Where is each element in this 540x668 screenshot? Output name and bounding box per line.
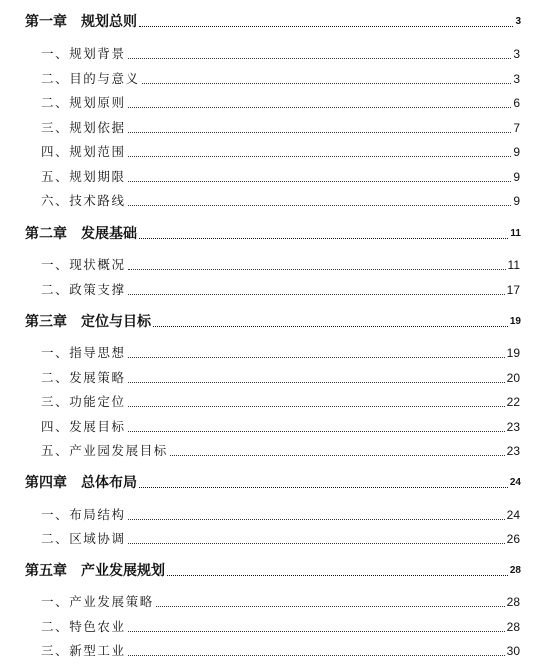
dot-leader	[153, 326, 508, 327]
dot-leader	[128, 382, 505, 383]
toc-section[interactable]	[0, 415, 540, 435]
section-title: 产业园发展目标	[69, 443, 168, 458]
toc-section[interactable]	[0, 278, 540, 298]
section-label	[41, 144, 126, 160]
toc-chapter-5[interactable]	[0, 559, 540, 579]
page-number: 19	[506, 346, 520, 360]
section-number: 四、	[41, 419, 70, 434]
dot-leader	[167, 575, 508, 576]
section-title: 指导思想	[69, 345, 126, 360]
toc-section[interactable]	[0, 116, 540, 136]
page-number: 7	[513, 121, 520, 135]
chapter-label	[25, 563, 165, 579]
section-number: 一、	[41, 594, 70, 609]
chapter-title: 总体布局	[81, 475, 137, 491]
dot-leader	[128, 205, 512, 206]
toc-section[interactable]	[0, 253, 540, 273]
section-number: 二、	[41, 531, 70, 546]
dot-leader	[128, 655, 505, 656]
section-number: 一、	[41, 257, 70, 272]
chapter-label	[25, 14, 137, 30]
chapter-number: 第四章	[25, 475, 67, 491]
toc-chapter-2[interactable]	[0, 222, 540, 242]
dot-leader	[156, 606, 505, 607]
section-label	[41, 394, 126, 410]
chapter-title: 产业发展规划	[81, 563, 165, 579]
section-title: 发展目标	[69, 419, 126, 434]
dot-leader	[139, 238, 508, 239]
page-number: 11	[507, 258, 520, 272]
section-number: 二、	[41, 71, 70, 86]
section-number: 三、	[41, 643, 70, 658]
section-number: 三、	[41, 120, 70, 135]
page-number: 17	[506, 283, 520, 297]
section-title: 政策支撑	[69, 282, 126, 297]
dot-leader	[128, 543, 505, 544]
section-label	[41, 46, 126, 62]
toc-section[interactable]	[0, 615, 540, 635]
page-number: 28	[506, 620, 520, 634]
section-label	[41, 95, 126, 111]
section-title: 目的与意义	[69, 71, 140, 86]
section-title: 特色农业	[69, 619, 126, 634]
section-label	[41, 419, 126, 435]
section-number: 三、	[41, 394, 70, 409]
page-number: 3	[515, 16, 521, 27]
section-title: 规划依据	[69, 120, 126, 135]
dot-leader	[128, 107, 512, 108]
section-title: 规划范围	[69, 144, 126, 159]
page-number: 3	[513, 47, 520, 61]
dot-leader	[128, 431, 505, 432]
section-number: 六、	[41, 193, 70, 208]
chapter-title: 定位与目标	[81, 314, 151, 330]
toc-section[interactable]	[0, 189, 540, 209]
section-label	[41, 594, 154, 610]
section-label	[41, 443, 168, 459]
toc-chapter-4[interactable]	[0, 471, 540, 491]
page-number: 11	[510, 228, 521, 239]
dot-leader	[142, 83, 512, 84]
dot-leader	[128, 519, 505, 520]
page-number: 3	[513, 72, 520, 86]
section-label	[41, 643, 126, 659]
dot-leader	[139, 26, 513, 27]
toc-section[interactable]	[0, 140, 540, 160]
section-title: 布局结构	[69, 507, 126, 522]
section-label	[41, 531, 126, 547]
chapter-label	[25, 475, 137, 491]
toc-section[interactable]	[0, 527, 540, 547]
dot-leader	[170, 455, 505, 456]
dot-leader	[128, 357, 505, 358]
page-number: 23	[506, 444, 520, 458]
section-title: 规划背景	[69, 46, 126, 61]
page-number: 19	[509, 316, 521, 327]
section-title: 发展策略	[69, 370, 126, 385]
dot-leader	[128, 181, 512, 182]
toc-section[interactable]	[0, 503, 540, 523]
section-number: 一、	[41, 507, 70, 522]
toc-section[interactable]	[0, 390, 540, 410]
toc-section[interactable]	[0, 341, 540, 361]
section-label	[41, 370, 126, 386]
page-number: 28	[509, 565, 521, 576]
page-number: 23	[506, 420, 520, 434]
chapter-label	[25, 226, 137, 242]
section-number: 四、	[41, 144, 70, 159]
toc-section[interactable]	[0, 439, 540, 459]
toc-chapter-1[interactable]	[0, 10, 540, 30]
section-number: 二、	[41, 370, 70, 385]
section-label	[41, 619, 126, 635]
toc-section[interactable]	[0, 91, 540, 111]
toc-section[interactable]	[0, 590, 540, 610]
toc-chapter-3[interactable]	[0, 310, 540, 330]
section-label	[41, 507, 126, 523]
chapter-number: 第三章	[25, 314, 67, 330]
section-title: 产业发展策略	[69, 594, 154, 609]
section-label	[41, 120, 126, 136]
page-number: 24	[509, 477, 521, 488]
toc-section[interactable]	[0, 165, 540, 185]
page-number: 9	[513, 194, 520, 208]
page-number: 24	[506, 508, 520, 522]
toc-section[interactable]	[0, 67, 540, 87]
section-number: 五、	[41, 443, 70, 458]
page-number: 28	[506, 595, 520, 609]
page-number: 6	[513, 96, 520, 110]
section-title: 规划期限	[69, 169, 126, 184]
page-number: 9	[513, 170, 520, 184]
section-label	[41, 193, 126, 209]
section-title: 新型工业	[69, 643, 126, 658]
page-number: 22	[506, 395, 520, 409]
section-number: 二、	[41, 619, 70, 634]
section-title: 现状概况	[69, 257, 126, 272]
section-title: 规划原则	[69, 95, 126, 110]
chapter-title: 规划总则	[81, 14, 137, 30]
dot-leader	[128, 58, 512, 59]
toc-section[interactable]	[0, 42, 540, 62]
dot-leader	[128, 156, 512, 157]
section-label	[41, 71, 140, 87]
section-number: 一、	[41, 345, 70, 360]
dot-leader	[139, 487, 508, 488]
section-number: 一、	[41, 46, 70, 61]
chapter-number: 第五章	[25, 563, 67, 579]
toc-section[interactable]	[0, 366, 540, 386]
page-number: 9	[513, 145, 520, 159]
section-title: 技术路线	[69, 193, 126, 208]
chapter-title: 发展基础	[81, 226, 137, 242]
dot-leader	[128, 406, 505, 407]
page-number: 20	[506, 371, 520, 385]
section-label	[41, 282, 126, 298]
dot-leader	[128, 294, 505, 295]
section-label	[41, 169, 126, 185]
dot-leader	[128, 631, 505, 632]
section-label	[41, 257, 126, 273]
toc-section[interactable]	[0, 639, 540, 659]
section-title: 功能定位	[69, 394, 126, 409]
section-label	[41, 345, 126, 361]
section-number: 二、	[41, 282, 70, 297]
page-number: 26	[506, 532, 520, 546]
dot-leader	[128, 269, 506, 270]
chapter-label	[25, 314, 151, 330]
section-number: 五、	[41, 169, 70, 184]
chapter-number: 第一章	[25, 14, 67, 30]
chapter-number: 第二章	[25, 226, 67, 242]
dot-leader	[128, 132, 512, 133]
page-number: 30	[506, 644, 520, 658]
section-number: 二、	[41, 95, 70, 110]
section-title: 区域协调	[69, 531, 126, 546]
